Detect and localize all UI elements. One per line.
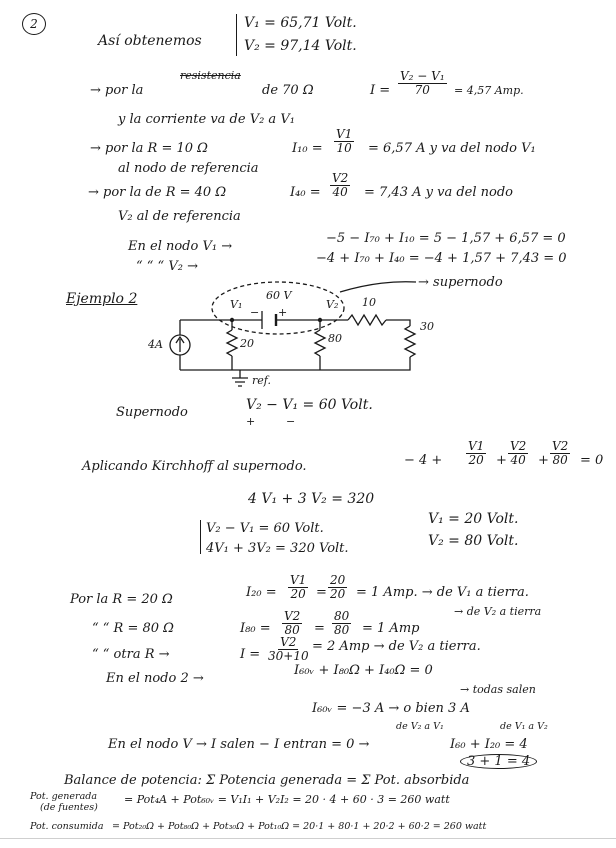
circuit-label-reference: ref. xyxy=(252,374,271,387)
example2-heading: Ejemplo 2 xyxy=(66,291,138,307)
node1-check-eq: −5 − I₇₀ + I₁₀ = 5 − 1,57 + 6,57 = 0 xyxy=(326,231,566,246)
kirchhoff-plus1: + xyxy=(496,453,507,468)
other-r-num: V2 xyxy=(280,635,297,649)
kirchhoff-num3: V2 xyxy=(552,439,569,453)
wire-bottom xyxy=(180,357,410,370)
r70-prefix: → por la xyxy=(90,83,144,98)
kirchhoff-den3: 80 xyxy=(552,452,568,467)
r20-current-eq: = xyxy=(316,585,327,600)
r20-current-den2: 20 xyxy=(330,586,346,601)
node2-check-label: “ “ “ V₂ → xyxy=(136,259,198,274)
r80-current-eq: = xyxy=(314,621,325,636)
r80-current-fraction2 xyxy=(332,610,351,636)
node-v1-dot xyxy=(230,318,234,322)
circuit-label-source-voltage: 60 V xyxy=(266,289,292,302)
r80-current-num: V2 xyxy=(284,609,301,623)
r80-current-result: = 1 Amp xyxy=(362,621,420,636)
r10-lhs: I₁₀ = xyxy=(292,141,323,156)
node2-equation: I₆₀ᵥ + I₈₀Ω + I₄₀Ω = 0 xyxy=(294,663,433,678)
intro-v2: V₂ = 97,14 Volt. xyxy=(244,38,357,54)
r10-direction: al nodo de referencia xyxy=(118,161,259,176)
supernode-marker-label: → supernodo xyxy=(418,275,503,290)
r40-lhs: I₄₀ = xyxy=(290,185,321,200)
r10-num: V1 xyxy=(336,127,353,141)
intro-label: Así obtenemos xyxy=(98,33,202,49)
r80-current-den: 80 xyxy=(284,622,300,637)
i60-direction-1: de V₂ a V₁ xyxy=(396,721,444,732)
power-balance-title: Balance de potencia: Σ Potencia generada = Σ Pot. absorbida xyxy=(64,773,470,788)
r10-result: = 6,57 A y va del nodo V₁ xyxy=(368,141,536,156)
circuit-label-minus: − xyxy=(250,306,260,319)
r80-current-fraction xyxy=(282,610,302,636)
circuit-label-r30: 30 xyxy=(420,320,434,333)
wire-r10-to-r30 xyxy=(386,320,410,326)
page-number: 2 xyxy=(22,13,46,35)
r40-prefix: → por la de R = 40 Ω xyxy=(88,185,227,200)
node1-balance-label: En el nodo V → I salen − I entran = 0 → xyxy=(108,737,370,752)
system-eq1: V₂ − V₁ = 60 Volt. xyxy=(206,521,324,536)
r40-direction: V₂ al de referencia xyxy=(118,209,241,224)
circuit-label-v1: V₁ xyxy=(230,298,243,311)
kirchhoff-num2: V2 xyxy=(510,439,527,453)
other-r-result: = 2 Amp → de V₂ a tierra. xyxy=(312,639,481,654)
r10-prefix: → por la R = 10 Ω xyxy=(90,141,208,156)
solution-v1: V₁ = 20 Volt. xyxy=(428,511,519,527)
r70-num: V₂ − V₁ xyxy=(400,69,445,83)
circuit-label-r20: 20 xyxy=(240,337,254,350)
combined-equation: 4 V₁ + 3 V₂ = 320 xyxy=(248,491,375,507)
node1-balance-check: 3 + 1 = 4 xyxy=(460,754,537,769)
supernode-equation: V₂ − V₁ = 60 Volt. xyxy=(246,397,373,413)
kirchhoff-num1: V1 xyxy=(468,439,485,453)
r80-current-num2: 80 xyxy=(334,609,350,623)
supernode-pointer-arrow xyxy=(340,282,416,292)
r80-current-label: “ “ R = 80 Ω xyxy=(92,621,174,636)
kirchhoff-den2: 40 xyxy=(510,452,526,467)
node2-check-eq: −4 + I₇₀ + I₄₀ = −4 + 1,57 + 7,43 = 0 xyxy=(316,251,567,266)
r20-current-den: 20 xyxy=(290,586,306,601)
other-r-den: 30+10 xyxy=(268,648,309,663)
r20-current-fraction xyxy=(288,574,308,600)
kirchhoff-den1: 20 xyxy=(468,452,484,467)
r20-current-fraction2 xyxy=(328,574,347,600)
r70-den: 70 xyxy=(414,82,430,97)
node2-label: En el nodo 2 → xyxy=(106,671,204,686)
r10-den: 10 xyxy=(336,140,352,155)
node1-check-label: En el nodo V₁ → xyxy=(128,239,233,254)
r70-crossed-word: resistencia xyxy=(180,69,241,82)
resistor-80 xyxy=(315,330,325,356)
r20-current-num2: 20 xyxy=(330,573,346,587)
r20-current-label: Por la R = 20 Ω xyxy=(70,592,173,607)
r80-current-lhs: I₈₀ = xyxy=(240,621,271,636)
ground-symbol xyxy=(232,378,248,386)
supernode-label: Supernodo xyxy=(116,405,188,420)
power-generated-label: Pot. generada xyxy=(30,791,97,802)
power-generated-sub: (de fuentes) xyxy=(40,802,98,813)
resistor-20 xyxy=(227,330,237,356)
system-eq2: 4V₁ + 3V₂ = 320 Volt. xyxy=(206,541,349,556)
r80-current-note: → de V₂ a tierra xyxy=(454,605,542,618)
kirchhoff-term1 xyxy=(466,440,486,466)
r70-direction: y la corriente va de V₂ a V₁ xyxy=(118,112,295,127)
circuit-label-r80: 80 xyxy=(328,332,342,345)
node2-note: → todas salen xyxy=(460,683,536,696)
power-consumed-label: Pot. consumida xyxy=(30,821,104,832)
system-brace xyxy=(200,520,201,554)
power-consumed-equation: = Pot₂₀Ω + Pot₈₀Ω + Pot₃₀Ω + Pot₁₀Ω = 20·1 + 80·1 + 20·2 + 60·2 = 260 watt xyxy=(112,821,487,832)
circuit-label-r10: 10 xyxy=(362,296,376,309)
supernode-minus-sign: − xyxy=(286,415,296,428)
node-v2-dot xyxy=(318,318,322,322)
kirchhoff-lead: − 4 + xyxy=(404,453,443,468)
circuit-label-current-source: 4A xyxy=(148,338,163,351)
r40-result: = 7,43 A y va del nodo xyxy=(364,185,513,200)
page-bottom-edge xyxy=(0,838,616,839)
r80-current-den2: 80 xyxy=(334,622,350,637)
r70-lhs: I = xyxy=(370,83,391,98)
kirchhoff-plus2: + xyxy=(538,453,549,468)
i60-equation: I₆₀ᵥ = −3 A → o bien 3 A xyxy=(312,701,470,716)
solution-v2: V₂ = 80 Volt. xyxy=(428,533,519,549)
kirchhoff-label: Aplicando Kirchhoff al supernodo. xyxy=(82,459,307,474)
kirchhoff-term3 xyxy=(550,440,570,466)
r20-current-result: = 1 Amp. → de V₁ a tierra. xyxy=(356,585,529,600)
circuit-label-v2: V₂ xyxy=(326,298,339,311)
kirchhoff-tail: = 0 xyxy=(580,453,604,468)
other-r-label: “ “ otra R → xyxy=(92,647,170,662)
power-generated-equation: = Pot₄A + Pot₆₀ᵥ = V₁I₁ + V₂I₂ = 20 · 4 + 60 · 3 = 260 watt xyxy=(124,793,450,806)
circuit-label-plus: + xyxy=(278,306,288,319)
r20-current-num: V1 xyxy=(290,573,307,587)
r70-word: de 70 Ω xyxy=(262,83,314,98)
r20-current-lhs: I₂₀ = xyxy=(246,585,277,600)
intro-v1: V₁ = 65,71 Volt. xyxy=(244,15,357,31)
kirchhoff-term2 xyxy=(508,440,528,466)
other-r-fraction xyxy=(266,636,311,662)
r40-num: V2 xyxy=(332,171,349,185)
i60-direction-2: de V₁ a V₂ xyxy=(500,721,548,732)
node1-balance-eq: I₆₀ + I₂₀ = 4 xyxy=(450,737,528,752)
r40-den: 40 xyxy=(332,184,348,199)
supernode-plus-sign: + xyxy=(246,415,256,428)
other-r-lhs: I = xyxy=(240,647,261,662)
resistor-10 xyxy=(348,315,386,325)
r70-result: = 4,57 Amp. xyxy=(454,84,524,97)
resistor-30 xyxy=(405,326,415,357)
